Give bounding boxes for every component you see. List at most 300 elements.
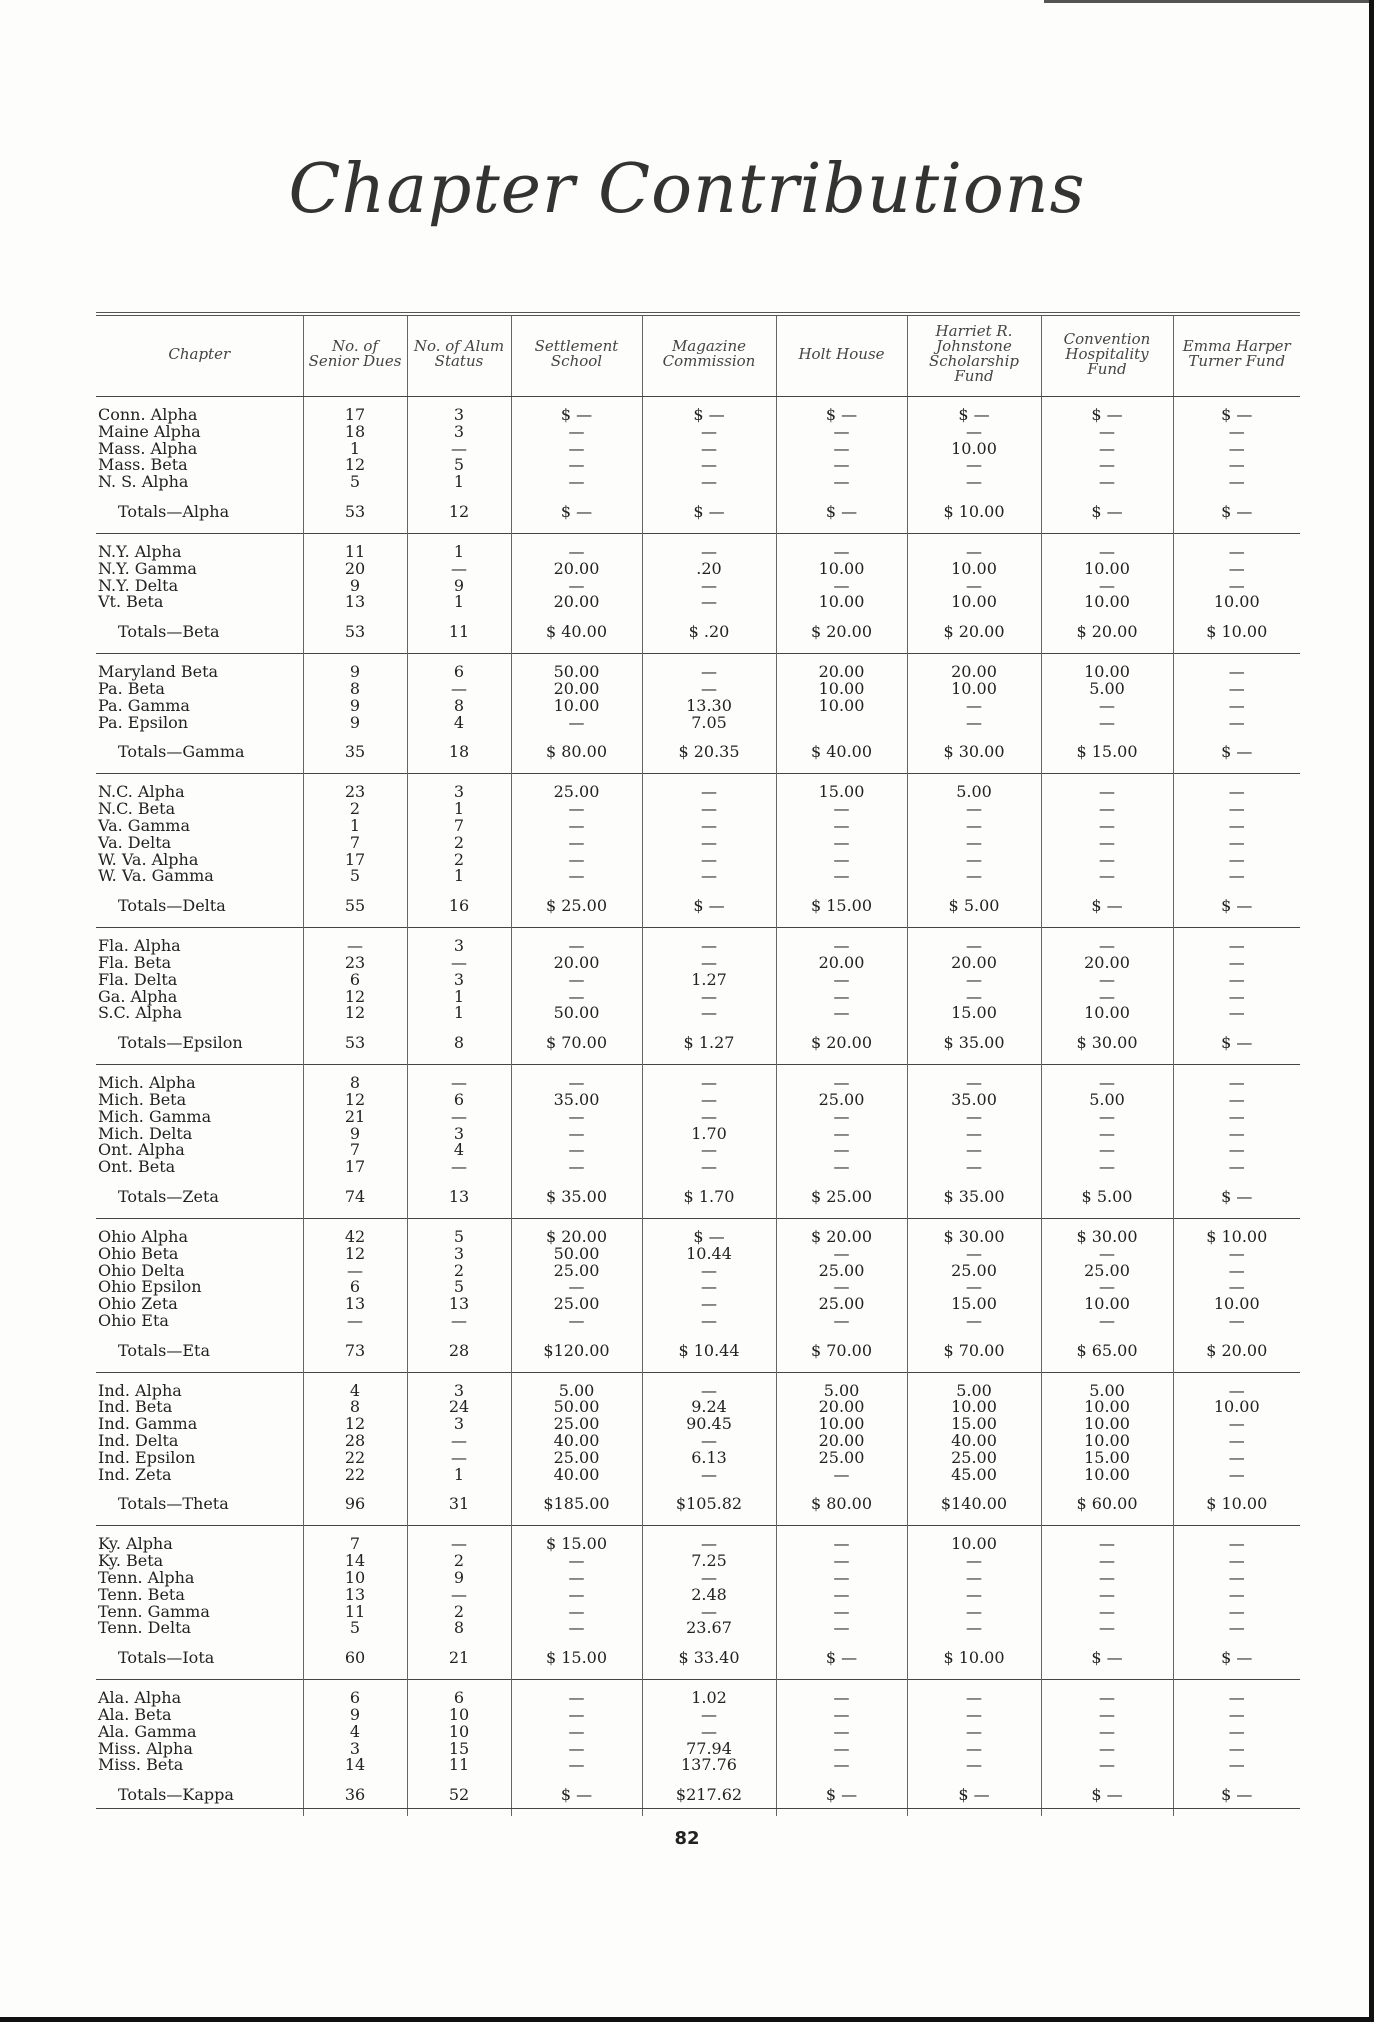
cell-value: — xyxy=(833,1705,850,1725)
table-cell xyxy=(1041,1680,1173,1816)
cell-value: — xyxy=(701,592,717,612)
cell-value: — xyxy=(568,866,585,886)
cell-value: 7 xyxy=(349,832,361,852)
chapter-group xyxy=(96,533,1300,653)
chapter-name: Ind. Epsilon xyxy=(98,1447,196,1467)
cell-value: 20.00 xyxy=(951,662,997,682)
table-cell xyxy=(303,928,407,1065)
cell-value: 3 xyxy=(349,1738,361,1758)
table-cell xyxy=(1041,774,1173,928)
cell-value: — xyxy=(1228,1721,1245,1741)
chapter-name: Vt. Beta xyxy=(98,592,164,612)
cell-value: 10.00 xyxy=(1084,558,1130,578)
cell-value: 6 xyxy=(453,662,465,682)
chapter-group xyxy=(96,1065,1300,1219)
cell-value: — xyxy=(701,541,717,561)
table-cell xyxy=(642,774,776,928)
chapter-name: W. Va. Gamma xyxy=(98,866,214,886)
cell-value: — xyxy=(568,969,585,989)
cell-value: .20 xyxy=(696,558,722,578)
cell-value: 10 xyxy=(344,1568,366,1588)
cell-value: — xyxy=(701,1089,717,1109)
totals-value: $ 40.00 xyxy=(810,742,873,762)
scan-edge-right xyxy=(1369,0,1374,2022)
cell-value: — xyxy=(966,936,982,956)
totals-value: $ 15.00 xyxy=(1076,742,1138,762)
table-cell xyxy=(511,1372,642,1526)
chapter-group xyxy=(96,1372,1300,1526)
cell-value: 25.00 xyxy=(553,1260,600,1280)
cell-value: — xyxy=(1228,936,1245,956)
cell-value: — xyxy=(1228,541,1245,561)
table-cell xyxy=(1041,1526,1173,1680)
cell-value: 5 xyxy=(349,472,361,492)
table-cell xyxy=(511,397,642,534)
totals-value: $ 35.00 xyxy=(545,1186,608,1206)
totals-value: 28 xyxy=(448,1340,470,1360)
chapter-name: Pa. Epsilon xyxy=(98,712,189,732)
cell-value: — xyxy=(1228,1431,1245,1451)
cell-value: 15 xyxy=(448,1738,470,1758)
cell-value: — xyxy=(833,438,850,458)
table-cell xyxy=(407,1218,511,1372)
cell-value: — xyxy=(568,1705,585,1725)
totals-value: $ — xyxy=(825,501,858,521)
totals-value: $ — xyxy=(958,1785,990,1805)
totals-value: $ 25.00 xyxy=(810,1186,873,1206)
chapter-name: Pa. Gamma xyxy=(98,695,190,715)
totals-value: $ 5.00 xyxy=(948,896,1000,916)
cell-value: 20.00 xyxy=(818,952,865,972)
table-cell xyxy=(303,1526,407,1680)
chapter-name: Ky. Beta xyxy=(98,1551,164,1571)
cell-value: — xyxy=(568,1140,585,1160)
totals-value: $105.82 xyxy=(675,1494,743,1514)
cell-value: — xyxy=(701,952,717,972)
cell-value: — xyxy=(833,1534,850,1554)
totals-value: $ 20.00 xyxy=(1206,1340,1268,1360)
cell-value: — xyxy=(1228,678,1245,698)
cell-value: $ 30.00 xyxy=(943,1226,1005,1246)
cell-value: — xyxy=(701,1157,717,1177)
cell-value: 1 xyxy=(349,438,361,458)
cell-value: — xyxy=(1099,1534,1115,1554)
chapter-name: Fla. Delta xyxy=(98,969,178,989)
cell-value: — xyxy=(833,1140,850,1160)
cell-value: — xyxy=(568,541,585,561)
cell-value: 5 xyxy=(453,1277,465,1297)
cell-value: — xyxy=(1228,1260,1245,1280)
cell-value: — xyxy=(833,1243,850,1263)
column-header: Holt House xyxy=(776,314,907,397)
totals-value: $ 15.00 xyxy=(810,896,873,916)
totals-value: $ 65.00 xyxy=(1076,1340,1138,1360)
cell-value: 17 xyxy=(344,405,366,424)
totals-value: $ 25.00 xyxy=(545,896,608,916)
cell-value: — xyxy=(966,421,982,441)
cell-value: — xyxy=(1099,1721,1115,1741)
cell-value: — xyxy=(1099,799,1115,819)
cell-value: — xyxy=(568,1738,585,1758)
cell-value: $ 30.00 xyxy=(1076,1226,1138,1246)
totals-label: Totals—Delta xyxy=(118,896,226,916)
cell-value: 9 xyxy=(453,1568,465,1588)
totals-value: 73 xyxy=(344,1340,366,1360)
chapter-name: Ohio Eta xyxy=(98,1310,169,1330)
cell-value: 17 xyxy=(344,1157,366,1177)
cell-value: 7.25 xyxy=(691,1551,727,1571)
cell-value: — xyxy=(701,1003,717,1023)
cell-value: 23.67 xyxy=(686,1618,732,1638)
cell-value: — xyxy=(1228,662,1245,682)
cell-value: — xyxy=(1228,1277,1245,1297)
chapter-name: N.C. Alpha xyxy=(98,782,185,802)
cell-value: — xyxy=(568,575,585,595)
cell-value: — xyxy=(701,678,717,698)
cell-value: 1 xyxy=(453,472,465,492)
table-cell xyxy=(907,1065,1041,1219)
cell-value: — xyxy=(701,1601,717,1621)
totals-value: $ 30.00 xyxy=(1076,1033,1138,1053)
cell-value: 77.94 xyxy=(686,1738,732,1758)
cell-value: 9 xyxy=(349,712,361,732)
cell-value: — xyxy=(701,986,717,1006)
cell-value: — xyxy=(568,815,585,835)
cell-value: — xyxy=(1099,1140,1115,1160)
totals-value: 53 xyxy=(344,1033,366,1053)
totals-value: 53 xyxy=(344,501,366,521)
cell-value: 11 xyxy=(448,1755,470,1775)
cell-value: — xyxy=(833,799,850,819)
cell-value: — xyxy=(966,1073,982,1093)
cell-value: — xyxy=(966,1568,982,1588)
cell-value: — xyxy=(833,1073,850,1093)
table-cell xyxy=(642,1680,776,1816)
cell-value: — xyxy=(1228,1089,1245,1109)
cell-value: — xyxy=(568,799,585,819)
table-header-row xyxy=(96,314,1300,397)
cell-value: — xyxy=(568,1568,585,1588)
cell-value: 2 xyxy=(453,849,465,869)
totals-value: $ — xyxy=(693,896,725,916)
table-cell xyxy=(776,1218,907,1372)
cell-value: 1 xyxy=(453,986,465,1006)
cell-value: 10.00 xyxy=(1084,592,1130,612)
totals-value: 11 xyxy=(448,622,470,642)
cell-value: — xyxy=(1099,438,1115,458)
cell-value: 5.00 xyxy=(1089,1380,1125,1400)
cell-value: 2 xyxy=(453,832,465,852)
cell-value: — xyxy=(833,472,850,492)
table-cell xyxy=(96,397,303,534)
table-cell xyxy=(907,1680,1041,1816)
table-cell xyxy=(96,774,303,928)
chapter-name: Tenn. Delta xyxy=(98,1618,192,1638)
cell-value: — xyxy=(1099,712,1115,732)
cell-value: — xyxy=(701,849,717,869)
table-cell xyxy=(642,1372,776,1526)
totals-value: 55 xyxy=(344,896,366,916)
cell-value: — xyxy=(568,1551,585,1571)
cell-value: 10.00 xyxy=(1084,662,1130,682)
cell-value: 12 xyxy=(344,1243,366,1263)
table-cell xyxy=(1173,774,1300,928)
cell-value: — xyxy=(1228,1123,1245,1143)
cell-value: — xyxy=(1099,1123,1115,1143)
cell-value: — xyxy=(568,849,585,869)
cell-value: — xyxy=(701,1260,717,1280)
cell-value: — xyxy=(1228,472,1245,492)
totals-value: 16 xyxy=(448,896,470,916)
cell-value: 14 xyxy=(344,1755,366,1775)
cell-value: 9 xyxy=(349,1123,361,1143)
cell-value: — xyxy=(568,455,585,475)
cell-value: — xyxy=(833,1310,850,1330)
table-cell xyxy=(1173,1372,1300,1526)
cell-value: — xyxy=(451,1073,467,1093)
cell-value: — xyxy=(451,1157,467,1177)
totals-label: Totals—Iota xyxy=(118,1648,215,1668)
table-cell xyxy=(407,1526,511,1680)
cell-value: — xyxy=(833,1157,850,1177)
totals-value: $ — xyxy=(1091,896,1123,916)
totals-label: Totals—Eta xyxy=(118,1340,211,1360)
cell-value: $ 10.00 xyxy=(1206,1226,1268,1246)
chapter-name: Tenn. Beta xyxy=(98,1584,185,1604)
cell-value: 45.00 xyxy=(951,1464,997,1484)
cell-value: 10.00 xyxy=(818,1414,865,1434)
cell-value: — xyxy=(1228,1073,1245,1093)
cell-value: — xyxy=(1228,1551,1245,1571)
chapter-name: Ky. Alpha xyxy=(98,1534,173,1554)
cell-value: — xyxy=(1228,782,1245,802)
totals-value: $ 10.00 xyxy=(1206,622,1268,642)
cell-value: 25.00 xyxy=(818,1260,865,1280)
cell-value: 1.02 xyxy=(691,1688,727,1708)
cell-value: — xyxy=(966,799,982,819)
cell-value: — xyxy=(1099,866,1115,886)
cell-value: — xyxy=(966,1721,982,1741)
chapter-name: Ind. Zeta xyxy=(98,1464,172,1484)
table-cell xyxy=(1173,1218,1300,1372)
cell-value: 10.00 xyxy=(818,558,865,578)
totals-value: $ 35.00 xyxy=(943,1033,1005,1053)
cell-value: — xyxy=(1099,1157,1115,1177)
table-cell xyxy=(303,397,407,534)
table-cell xyxy=(1041,397,1173,534)
table-cell xyxy=(96,1218,303,1372)
chapter-name: Mich. Delta xyxy=(98,1123,193,1143)
cell-value: 5 xyxy=(349,866,361,886)
cell-value: — xyxy=(1228,832,1245,852)
cell-value: 10.00 xyxy=(1213,592,1260,612)
table-cell xyxy=(907,1218,1041,1372)
cell-value: 2 xyxy=(349,799,361,819)
totals-value: $ 1.27 xyxy=(683,1033,735,1053)
chapter-name: N.C. Beta xyxy=(98,799,176,819)
cell-value: 10.00 xyxy=(1084,1003,1130,1023)
cell-value: 2.48 xyxy=(691,1584,727,1604)
cell-value: 25.00 xyxy=(951,1260,997,1280)
cell-value: — xyxy=(966,1601,982,1621)
cell-value: — xyxy=(1228,558,1245,578)
chapter-name: Miss. Beta xyxy=(98,1755,184,1775)
chapter-name: Ohio Epsilon xyxy=(98,1277,202,1297)
cell-value: — xyxy=(568,832,585,852)
cell-value: — xyxy=(1099,455,1115,475)
cell-value: 2 xyxy=(453,1551,465,1571)
totals-label: Totals—Gamma xyxy=(118,742,245,762)
cell-value: — xyxy=(1099,1277,1115,1297)
table-cell xyxy=(96,928,303,1065)
chapter-name: Ohio Beta xyxy=(98,1243,179,1263)
cell-value: 17 xyxy=(344,849,366,869)
cell-value: — xyxy=(966,575,982,595)
totals-value: $ — xyxy=(1221,501,1253,521)
table-cell xyxy=(1041,1065,1173,1219)
table-cell xyxy=(303,533,407,653)
cell-value: $ — xyxy=(1091,405,1123,424)
cell-value: 1 xyxy=(453,866,465,886)
cell-value: — xyxy=(347,1310,363,1330)
totals-value: $ 15.00 xyxy=(545,1648,608,1668)
chapter-name: Ala. Beta xyxy=(98,1705,172,1725)
cell-value: — xyxy=(833,1277,850,1297)
cell-value: 25.00 xyxy=(553,1414,600,1434)
cell-value: 12 xyxy=(344,1003,366,1023)
cell-value: — xyxy=(1228,712,1245,732)
totals-value: 52 xyxy=(448,1785,470,1805)
table-cell xyxy=(642,1065,776,1219)
table-cell xyxy=(407,533,511,653)
table-cell xyxy=(303,774,407,928)
totals-label: Totals—Kappa xyxy=(118,1785,234,1805)
cell-value: 10.00 xyxy=(553,695,600,715)
totals-value: 96 xyxy=(344,1494,366,1514)
table-cell xyxy=(96,1680,303,1816)
cell-value: 5.00 xyxy=(1089,1089,1125,1109)
cell-value: 10 xyxy=(448,1721,470,1741)
cell-value: 5 xyxy=(453,455,465,475)
cell-value: 23 xyxy=(344,782,366,802)
cell-value: 28 xyxy=(344,1431,366,1451)
chapter-name: N. S. Alpha xyxy=(98,472,189,492)
cell-value: 10.00 xyxy=(951,558,997,578)
cell-value: 10.00 xyxy=(1084,1294,1130,1314)
cell-value: — xyxy=(568,1601,585,1621)
totals-value: $ — xyxy=(1091,501,1123,521)
cell-value: 6 xyxy=(453,1688,465,1708)
cell-value: — xyxy=(966,712,982,732)
cell-value: — xyxy=(1228,1584,1245,1604)
totals-value: $ 20.00 xyxy=(810,1033,873,1053)
totals-value: $ 20.00 xyxy=(943,622,1005,642)
table-cell xyxy=(1041,654,1173,774)
cell-value: 50.00 xyxy=(553,662,600,682)
chapter-name: Tenn. Alpha xyxy=(98,1568,195,1588)
cell-value: — xyxy=(1228,1106,1245,1126)
cell-value: — xyxy=(1228,1003,1245,1023)
cell-value: 9 xyxy=(349,575,361,595)
cell-value: — xyxy=(1228,969,1245,989)
cell-value: — xyxy=(1228,421,1245,441)
totals-label: Totals—Theta xyxy=(118,1494,229,1514)
chapter-name: Ohio Delta xyxy=(98,1260,185,1280)
cell-value: — xyxy=(701,662,717,682)
chapter-group xyxy=(96,774,1300,928)
cell-value: 6 xyxy=(453,1089,465,1109)
column-header: Settlement School xyxy=(511,314,642,397)
cell-value: — xyxy=(568,712,585,732)
page-title: Chapter Contributions xyxy=(288,150,1086,229)
chapter-group xyxy=(96,397,1300,534)
totals-value: $ 10.00 xyxy=(1206,1494,1268,1514)
cell-value: — xyxy=(966,1738,982,1758)
cell-value: — xyxy=(451,952,467,972)
table-cell xyxy=(407,1680,511,1816)
cell-value: — xyxy=(347,936,363,956)
table-cell xyxy=(642,928,776,1065)
cell-value: — xyxy=(1099,1551,1115,1571)
cell-value: — xyxy=(1099,1310,1115,1330)
table-cell xyxy=(642,1218,776,1372)
cell-value: — xyxy=(966,695,982,715)
cell-value: — xyxy=(1099,1243,1115,1263)
cell-value: 4 xyxy=(453,712,465,732)
cell-value: 10 xyxy=(448,1705,470,1725)
cell-value: — xyxy=(833,866,850,886)
table-cell xyxy=(907,1526,1041,1680)
cell-value: — xyxy=(833,1106,850,1126)
cell-value: — xyxy=(701,472,717,492)
cell-value: — xyxy=(1228,1601,1245,1621)
cell-value: — xyxy=(701,866,717,886)
cell-value: — xyxy=(701,1106,717,1126)
cell-value xyxy=(777,715,907,732)
totals-value: 60 xyxy=(344,1648,366,1668)
cell-value: — xyxy=(1228,866,1245,886)
cell-value: — xyxy=(833,1755,850,1775)
cell-value: 5 xyxy=(349,1618,361,1638)
cell-value: 10.00 xyxy=(951,1534,997,1554)
cell-value: — xyxy=(1228,815,1245,835)
cell-value: 11 xyxy=(344,541,366,561)
cell-value: 15.00 xyxy=(1084,1447,1130,1467)
cell-value: 4 xyxy=(349,1380,361,1400)
cell-value: 35.00 xyxy=(553,1089,600,1109)
chapter-name: Maine Alpha xyxy=(98,421,201,441)
chapter-name: Pa. Beta xyxy=(98,678,165,698)
table-cell xyxy=(642,654,776,774)
cell-value: 15.00 xyxy=(951,1003,997,1023)
totals-value: $ 20.35 xyxy=(678,742,740,762)
chapter-name: Fla. Alpha xyxy=(98,936,181,956)
cell-value: — xyxy=(701,421,717,441)
totals-value: $ — xyxy=(1091,1648,1123,1668)
cell-value: — xyxy=(1228,952,1245,972)
cell-value: — xyxy=(1099,421,1115,441)
chapter-name: S.C. Alpha xyxy=(98,1003,183,1023)
cell-value: — xyxy=(701,1431,717,1451)
totals-value: $ — xyxy=(825,1648,858,1668)
cell-value: — xyxy=(833,1584,850,1604)
cell-value: $ 20.00 xyxy=(545,1226,608,1246)
table-cell xyxy=(907,774,1041,928)
chapter-name: N.Y. Delta xyxy=(98,575,179,595)
cell-value: — xyxy=(451,1310,467,1330)
cell-value: — xyxy=(966,1755,982,1775)
cell-value: — xyxy=(966,1123,982,1143)
